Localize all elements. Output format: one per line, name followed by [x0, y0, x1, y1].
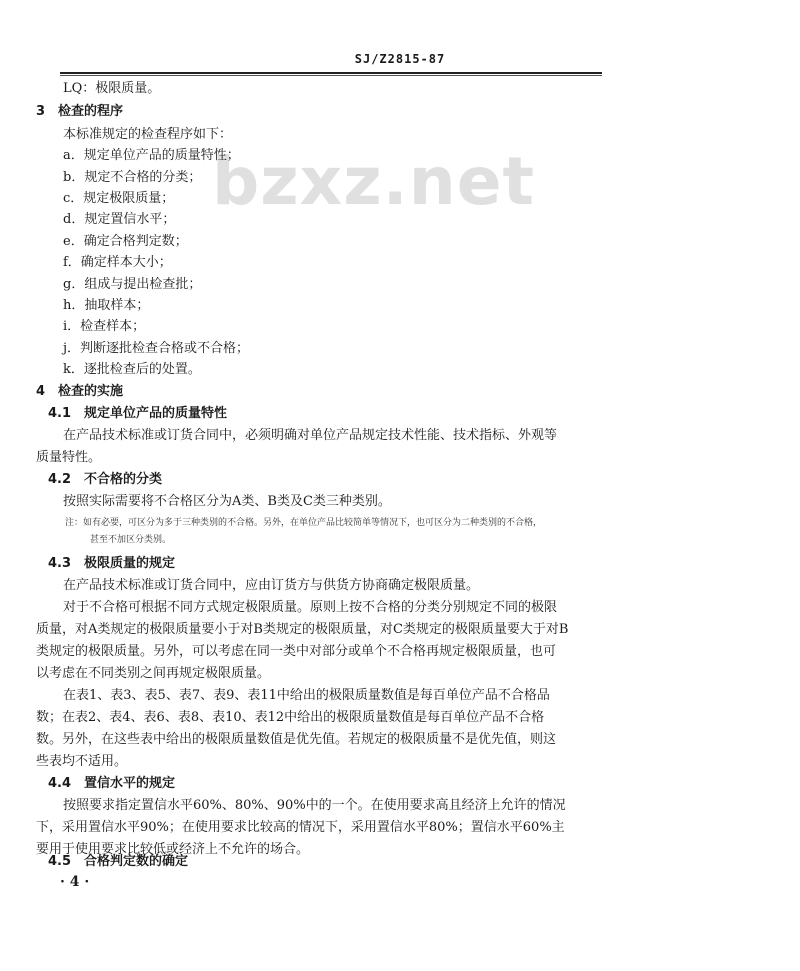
section-4-1-heading: 4.1 规定单位产品的质量特性 — [48, 406, 228, 421]
paragraph-continued: 质量，对A类规定的极限质量要小于对B类规定的极限质量，对C类规定的极限质量要大于对B — [36, 622, 569, 637]
header-rule — [60, 72, 602, 74]
paragraph: 按照要求指定置信水平60%、80%、90%中的一个。在使用要求高且经济上允许的情况 — [63, 798, 566, 813]
list-item-j: j．判断逐批检查合格或不合格； — [63, 341, 250, 356]
paragraph: 在产品技术标准或订货合同中，必须明确对单位产品规定技术性能、技术指标、外观等 — [63, 428, 558, 443]
paragraph-continued: 类规定的极限质量。另外，可以考虑在同一类中对部分或单个不合格再规定极限质量，也可 — [36, 644, 557, 659]
standard-code: SJ/Z2815-87 — [354, 52, 446, 66]
list-item-a: a．规定单位产品的质量特性； — [63, 148, 240, 163]
section-4-3-heading: 4.3 极限质量的规定 — [48, 556, 176, 571]
list-item-i: i．检查样本； — [63, 319, 146, 334]
paragraph: 在产品技术标准或订货合同中，应由订货方与供货方协商确定极限质量。 — [63, 578, 480, 593]
paragraph-continued: 数。另外，在这些表中给出的极限质量数值是优先值。若规定的极限质量不是优先值，则这 — [36, 732, 557, 747]
watermark: bzxz.net — [212, 143, 536, 220]
paragraph-continued: 以考虑在不同类别之间再规定极限质量。 — [36, 666, 271, 681]
section-4-4-heading: 4.4 置信水平的规定 — [48, 776, 176, 791]
section-4-5-heading: 4.5 合格判定数的确定 — [48, 854, 189, 869]
definition-lq: LQ：极限质量。 — [63, 81, 161, 96]
paragraph-continued: 些表均不适用。 — [36, 754, 128, 769]
paragraph-continued: 数；在表2、表4、表6、表8、表10、表12中给出的极限质量数值是每百单位产品不合格 — [36, 710, 545, 725]
section-3-heading: 3 检查的程序 — [36, 104, 124, 119]
list-item-b: b．规定不合格的分类； — [63, 170, 202, 185]
page-number: · 4 · — [60, 874, 90, 890]
list-item-c: c．规定极限质量； — [63, 191, 175, 206]
paragraph: 按照实际需要将不合格区分为A类、B类及C类三种类别。 — [63, 494, 391, 509]
section-4-heading: 4 检查的实施 — [36, 384, 124, 399]
header-rule-thin — [60, 75, 602, 76]
list-item-h: h．抽取样本； — [63, 298, 150, 313]
paragraph: 本标准规定的检查程序如下： — [63, 127, 233, 142]
paragraph: 在表1、表3、表5、表7、表9、表11中给出的极限质量数值是每百单位产品不合格品 — [63, 688, 550, 703]
paragraph-continued: 要用于使用要求比较低或经济上不允许的场合。 — [36, 842, 310, 857]
note-line: 注：如有必要，可区分为多于三种类别的不合格。另外，在单位产品比较简单等情况下，也可区分为二种类别的不合格， — [65, 518, 543, 528]
list-item-d: d．规定置信水平； — [63, 212, 176, 227]
paragraph-continued: 质量特性。 — [36, 450, 102, 465]
paragraph: 对于不合格可根据不同方式规定极限质量。原则上按不合格的分类分别规定不同的极限 — [63, 600, 558, 615]
list-item-f: f．确定样本大小； — [63, 255, 172, 270]
section-4-2-heading: 4.2 不合格的分类 — [48, 472, 163, 487]
list-item-g: g．组成与提出检查批； — [63, 277, 202, 292]
list-item-k: k．逐批检查后的处置。 — [63, 362, 201, 377]
paragraph-continued: 下，采用置信水平90%；在使用要求比较高的情况下，采用置信水平80%；置信水平60%主 — [36, 820, 565, 835]
note-line-continued: 甚至不加区分类别。 — [90, 535, 172, 545]
list-item-e: e．确定合格判定数； — [63, 234, 188, 249]
